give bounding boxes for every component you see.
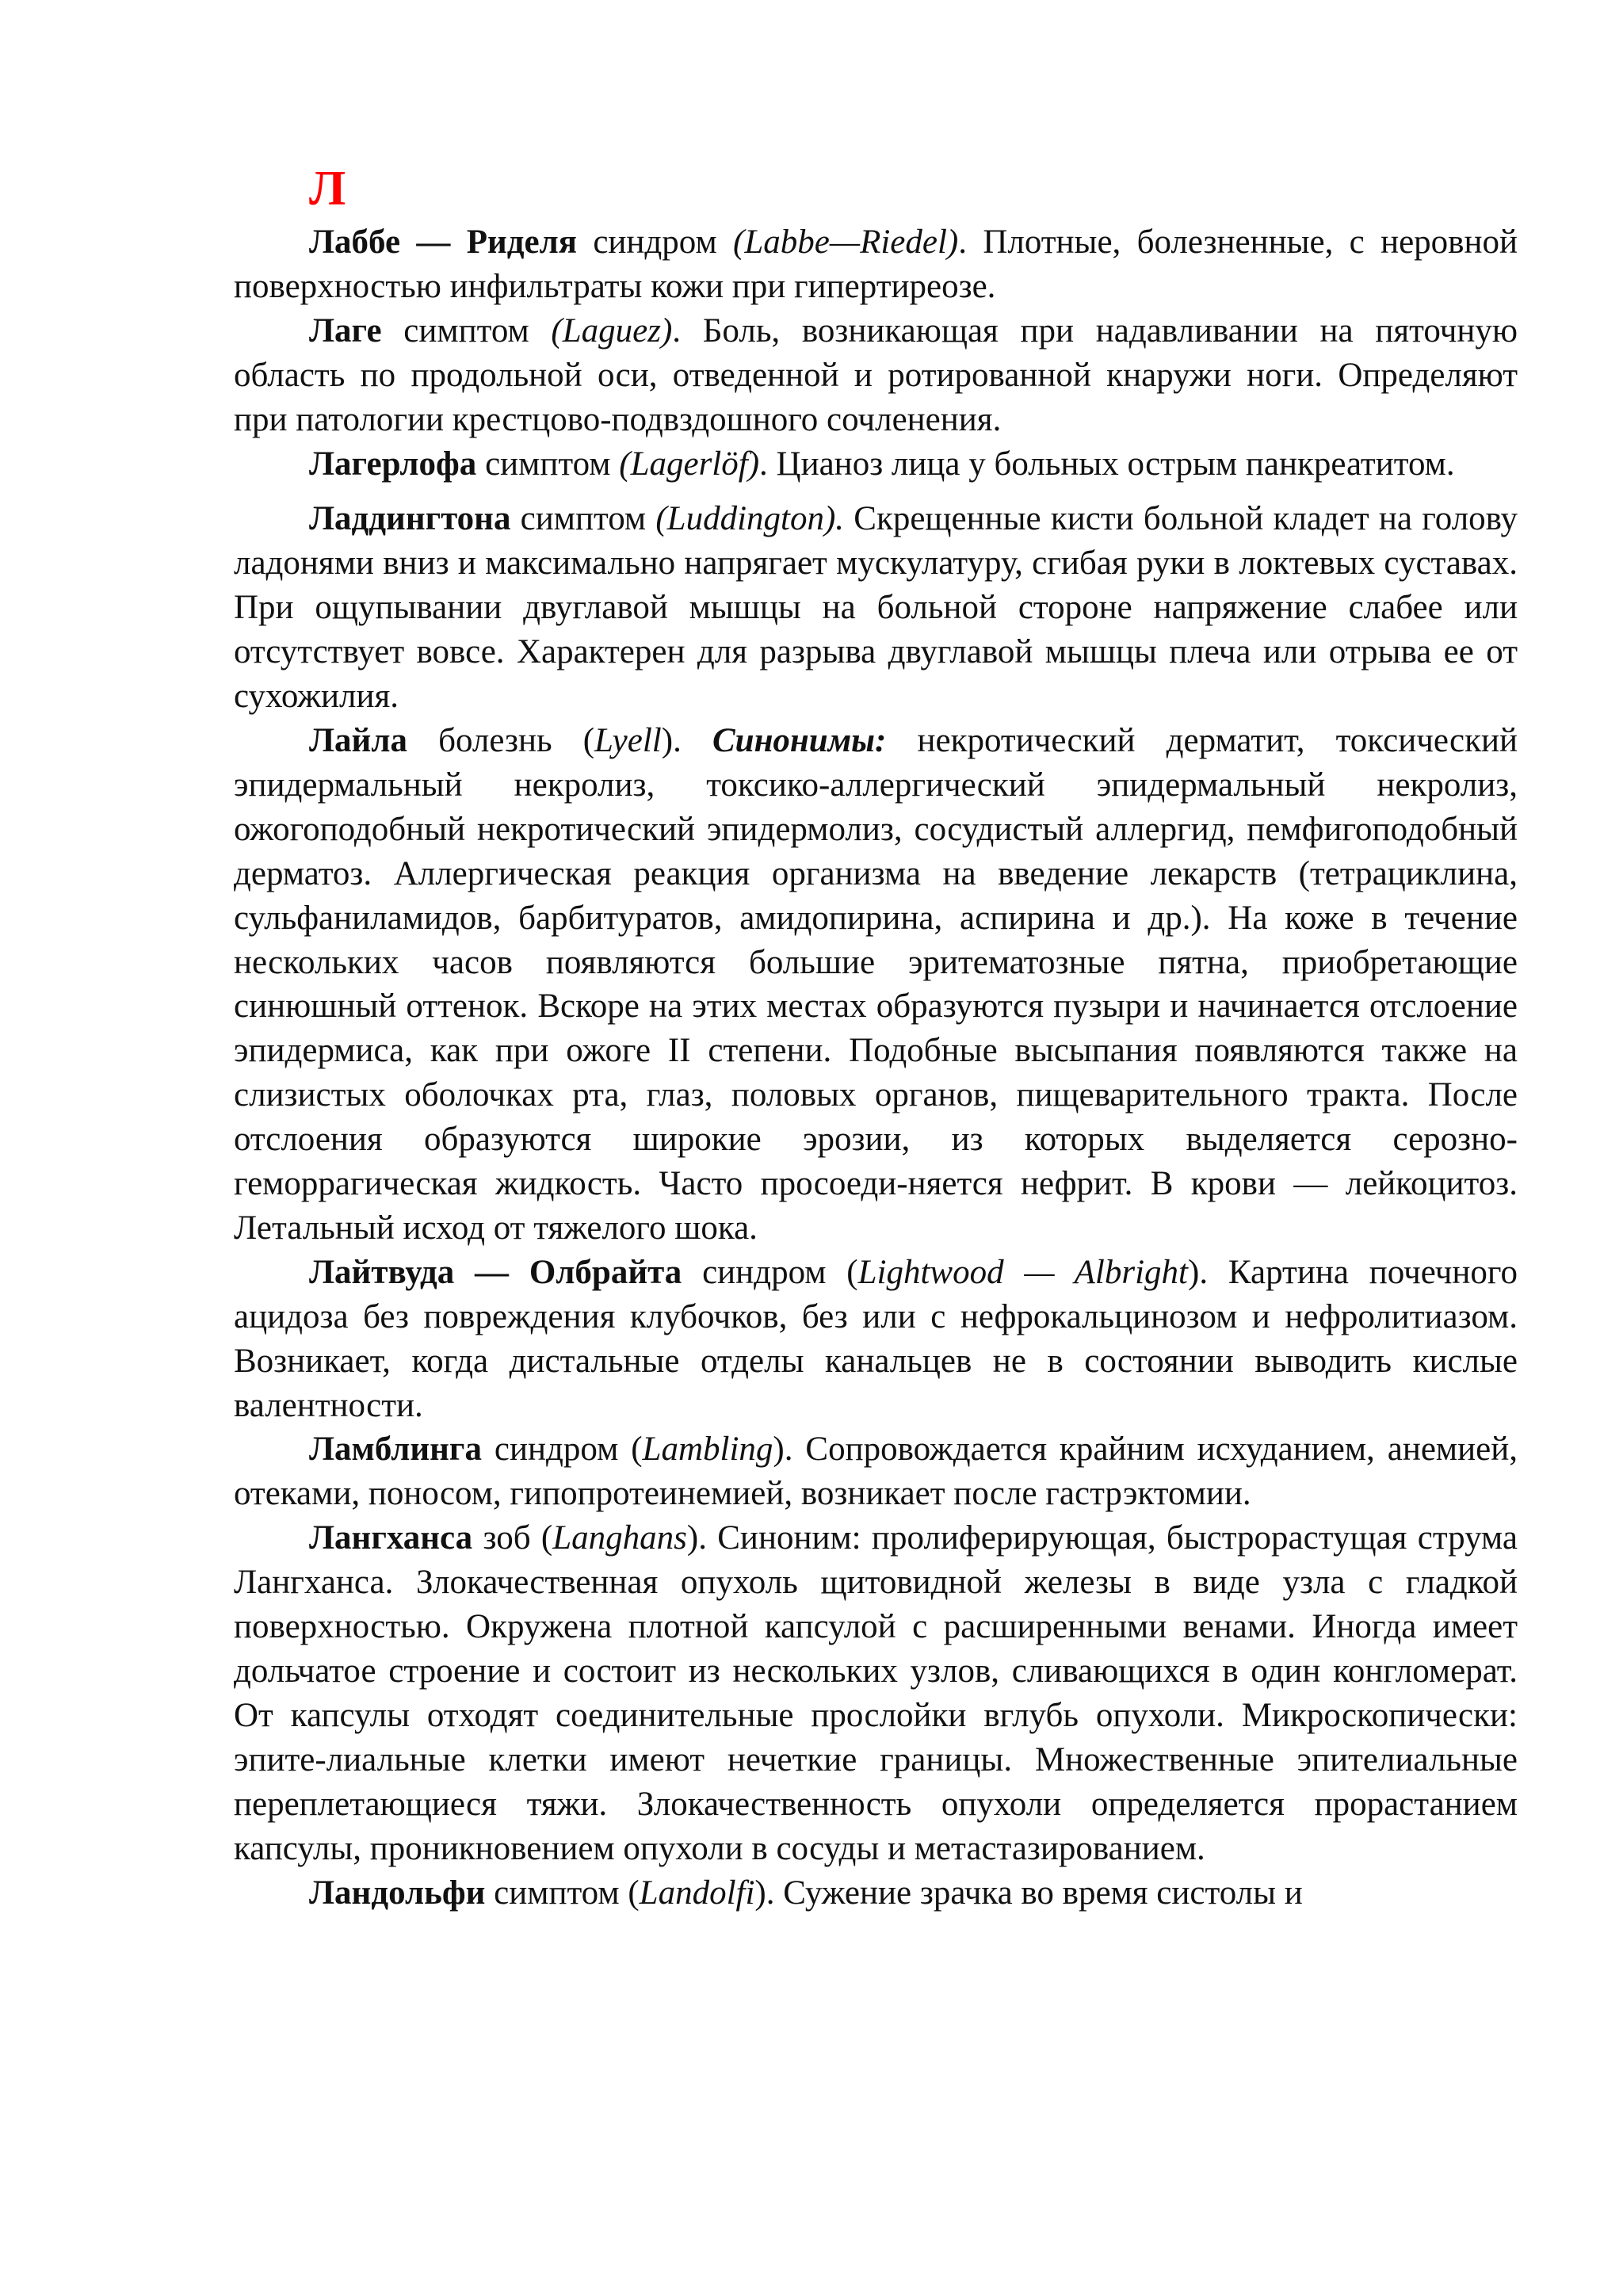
entry-kind: синдром ( [481,1431,643,1469]
entry-term: Лаббе — Риделя [309,223,577,261]
entry-description: ). Сопровождается крайним исхуданием, анемией, отеками, поносом, гипопротеинемией, возникает после гастрэктомии. [234,1431,1518,1513]
entry-kind: синдром ( [682,1253,858,1291]
entry-description: . Цианоз лица у больных острым панкреатитом. [759,445,1455,483]
entry-term: Лайла [309,721,407,759]
section-letter-heading: Л [309,162,346,216]
entry-kind: симптом [510,500,656,538]
entry-lyell [234,719,1518,1251]
synonyms-label: Синонимы: [712,721,887,759]
entry-kind: симптом [381,311,552,350]
entry-description: . Боль, возникающая при надавливании на пяточную область по продольной оси, отведенной и ротированной кнаружи ноги. Определяют при патологии крестцово-подвздошного сочленения. [234,311,1518,438]
entry-latin-name: Landolfi [639,1874,755,1912]
entry-latin-name: (Lagerlöf) [619,445,760,483]
entry-labbe-riedel [234,220,1518,309]
entry-kind: синдром [576,223,734,261]
entry-description: некротический дерматит, токсический эпидермальный некролиз, токсико-аллергический эпидермальный некролиз, ожогоподобный некротический эпидермолиз, сосудистый аллергид, пемфигоподобный дерматоз. Аллергическая реакция организма на введение лекарств (тетрациклина, сульфаниламидов, барбитуратов, амидопирина, аспирина и др.). На коже в течение нескольких часов появляются большие эритематозные пятна, приобретающие синюшный оттенок. Вскоре на этих местах образуются пузыри и начинается отслоение эпидермиса, как при ожоге II степени. Подобные высыпания появляются также на слизистых оболочках рта, глаз, половых органов, пищеварительного тракта. После отслоения образуются широкие эрозии, из которых выделяется серозно-геморрагическая жидкость. Часто просоеди-няется нефрит. В крови — лейкоцитоз. Летальный исход от тяжелого шока. [234,721,1518,1247]
entry-langhans [234,1516,1518,1870]
entry-description: ). Синоним: пролиферирующая, быстрорастущая струма Лангханса. Злокачественная опухоль щитовидной железы в виде узла с гладкой поверхностью. Окружена плотной капсулой с расширенными венами. Иногда имеет дольчатое строение и состоит из нескольких узлов, сливающихся в один конгломерат. От капсулы отходят соединительные прослойки вглубь опухоли. Микроскопически: эпите-лиальные клетки имеют нечеткие границы. Множественные эпителиальные переплетающиеся тяжи. Злокачественность опухоли определяется прорастанием капсулы, проникновением опухоли в сосуды и метастазированием. [234,1519,1518,1867]
entry-term: Ландольфи [309,1874,486,1912]
entry-term: Лагерлофа [309,445,477,483]
entry-description: ). Сужение зрачка во время систолы и [754,1874,1303,1912]
entry-term: Лангханса [309,1519,473,1557]
entry-lambling [234,1427,1518,1516]
entry-latin-name: (Labbe—Riedel) [733,223,959,261]
entry-description: . Плотные, болезненные, с неровной поверхностью инфильтраты кожи при гипертиреозе. [234,223,1518,305]
entry-lagerlof [234,442,1518,487]
entry-separator: ). [661,721,712,759]
entry-term: Ладдингтона [309,500,511,538]
entry-term: Лайтвуда — Олбрайта [309,1253,682,1291]
entry-lightwood-albright [234,1251,1518,1428]
entry-luddington [234,497,1518,719]
entry-latin-name: Langhans [552,1519,687,1557]
entry-lage [234,309,1518,442]
entry-description: Скрещенные кисти больной кладет на голову ладонями вниз и максимально напрягает мускулатуру, сгибая руки в локтевых суставах. При ощупывании двуглавой мышцы на больной стороне напряжение слабее или отсутствует вовсе. Характерен для разрыва двуглавой мышцы плеча или отрыва ее от сухожилия. [234,500,1518,716]
entry-latin-name: (Luddington). [655,500,845,538]
entry-latin-name: Lightwood — Albright [857,1253,1189,1291]
entry-term: Ламблинга [309,1431,482,1469]
entry-kind: симптом [476,445,620,483]
entry-landolfi [234,1871,1518,1916]
entry-description: ). Картина почечного ацидоза без повреждения клубочков, без или с нефрокальцинозом и нефролитиазом. Возникает, когда дистальные отделы канальцев не в состоянии выводить кислые валентности. [234,1253,1518,1424]
entry-term: Лаге [309,311,382,350]
entry-kind: зоб ( [472,1519,553,1557]
entry-latin-name: Lambling [642,1431,773,1469]
entry-kind: симптом ( [485,1874,640,1912]
entry-latin-name: Lyell [594,721,662,759]
document-page [234,155,1518,1915]
entry-latin-name: (Laguez) [551,311,673,350]
entry-kind: болезнь ( [407,721,595,759]
